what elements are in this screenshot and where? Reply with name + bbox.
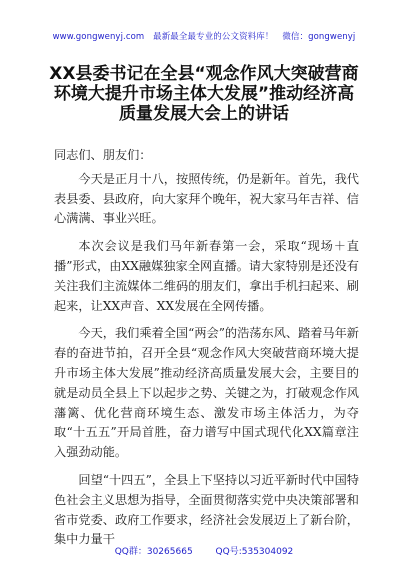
- footer-qq-group: QQ群：30265665: [114, 547, 193, 557]
- footer-qq: QQ号:535304092: [215, 547, 294, 557]
- document-title: XX县委书记在全县“观念作风大突破营商环境大提升市场主体大发展”推动经济高质量发展大会上的讲话: [49, 64, 359, 124]
- page-footer: [0, 544, 408, 557]
- document-body: [54, 146, 359, 558]
- paragraph-3: 今天，我们乘着全国“两会”的浩荡东风、踏着马年新春的奋进节拍，召开全县“观念作风大突破营商环境大提升市场主体大发展”推动经济高质量发展大会，主要目的就是动员全县上下以起步之势、关键之为，打破观念作风藩篱、优化营商环境生态、激发市场主体活力，为夺取“十五五”开局首胜，奋力谱写中国式现代化XX篇章注入强劲动能。: [54, 326, 359, 460]
- greeting: 同志们、朋友们：: [54, 148, 152, 162]
- header-line: [0, 30, 408, 42]
- paragraph-2: 本次会议是我们马年新春第一会，采取“现场＋直播”形式，由XX融媒独家全网直播。请大家特别是还没有关注我们主流媒体二维码的朋友们，拿出手机扫起来、刷起来，让XX声音、XX发展在全网传播。: [54, 239, 359, 313]
- header-slogan: 最新最全最专业的公文资料库！: [153, 32, 274, 42]
- header-wechat: 微信：gongwenyj: [282, 32, 356, 42]
- paragraph-1: 今天是正月十八，按照传统，仍是新年。首先，我代表县委、县政府，向大家拜个晚年，祝大家马年吉祥、信心满满、事业兴旺。: [54, 171, 359, 226]
- header-website: www.gongwenyj.com: [52, 32, 145, 42]
- page-header: [0, 0, 408, 44]
- paragraph-4: 回望“十四五”，全县上下坚持以习近平新时代中国特色社会主义思想为指导，全面贯彻落实党中央决策部署和省市党委、政府工作要求，经济社会发展迈上了新台阶，集中力量干: [54, 472, 359, 547]
